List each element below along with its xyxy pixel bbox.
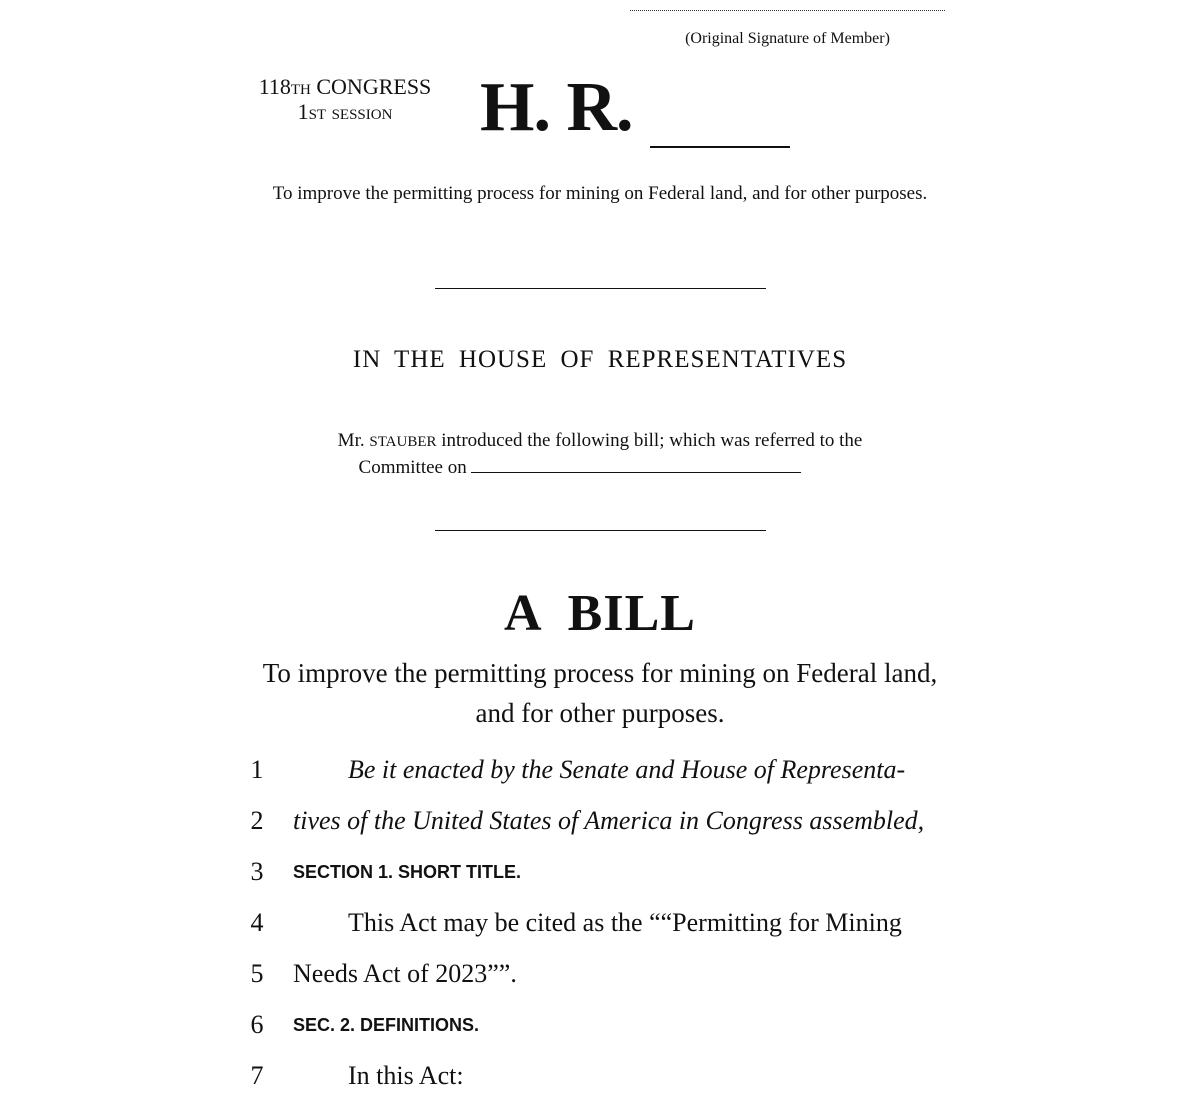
line-text: In this Act: (348, 1061, 464, 1090)
signature-line (630, 10, 945, 11)
line-number: 4 (250, 908, 264, 937)
bill-line (0, 1005, 1200, 1045)
long-title: To improve the permitting process for mining on Federal land, and for other purposes. (262, 658, 938, 728)
bill-line (0, 750, 1200, 790)
line-number: 3 (250, 857, 264, 886)
line-number: 7 (250, 1061, 264, 1090)
sponsor-name: STAUBER (369, 434, 437, 450)
line-text: This Act may be cited as the ““Permitting for Mining (348, 908, 902, 937)
line-text: tives of the United States of America in Congress assembled, (293, 806, 925, 835)
line-number: 2 (250, 806, 264, 835)
bill-number-blank (650, 146, 790, 148)
section-heading: SEC. 2. DEFINITIONS. (293, 1015, 480, 1035)
bill-line (0, 801, 1200, 841)
session-label: 1ST SESSION (297, 99, 393, 124)
line-text: Be it enacted by the Senate and House of Representa- (348, 755, 906, 784)
bill-line (0, 852, 1200, 892)
signature-caption: (Original Signature of Member) (685, 30, 890, 47)
bill-heading: A BILL (504, 585, 696, 642)
section-heading: SECTION 1. SHORT TITLE. (293, 862, 522, 882)
committee-blank (471, 456, 801, 473)
bill-line (0, 903, 1200, 943)
introduction-statement: Mr. STAUBER introduced the following bill; which was referred to the Committee on (337, 430, 863, 478)
divider-rule (435, 530, 766, 531)
divider-rule (435, 288, 766, 289)
line-number: 5 (250, 959, 264, 988)
congress-label: 118TH CONGRESS (258, 74, 432, 99)
bill-line (0, 954, 1200, 994)
chamber-heading: IN THE HOUSE OF REPRESENTATIVES (352, 346, 848, 373)
line-number: 1 (250, 755, 264, 784)
line-number: 6 (250, 1010, 264, 1039)
congress-session-block (225, 76, 465, 126)
bill-designation: H. R. (480, 69, 633, 146)
bill-line (0, 1056, 1200, 1096)
short-description: To improve the permitting process for mining on Federal land, and for other purposes. (272, 183, 928, 204)
line-text: Needs Act of 2023””. (293, 959, 517, 988)
